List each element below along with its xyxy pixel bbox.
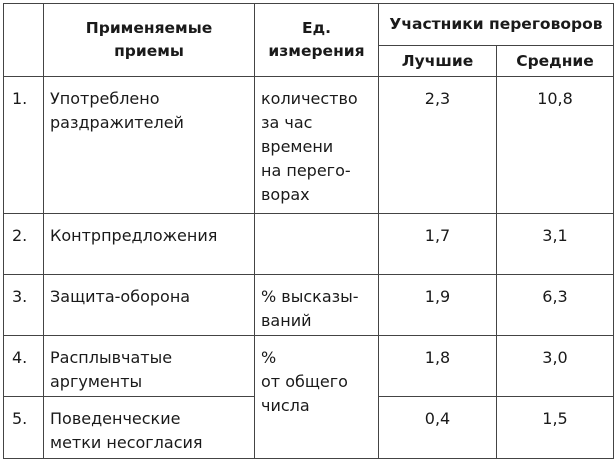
unit-line: количество: [261, 89, 358, 108]
row-number: 2.: [4, 214, 44, 275]
row-number: 3.: [4, 275, 44, 336]
row-number: 4.: [4, 336, 44, 397]
table-row: [4, 275, 614, 336]
header-row-top: [4, 4, 614, 46]
technique-line: Употреблено: [50, 89, 160, 108]
header-techniques-line: приемы: [114, 42, 184, 60]
unit-line: времени: [261, 137, 334, 156]
row-unit-merged: [255, 336, 379, 459]
row-technique: [44, 77, 255, 214]
table-row: [4, 336, 614, 397]
row-technique: [44, 336, 255, 397]
unit-line: ваний: [261, 311, 312, 330]
header-average: Средние: [497, 46, 614, 77]
row-average-value: 1,5: [497, 397, 614, 459]
row-technique: [44, 214, 255, 275]
technique-line: Защита-оборона: [50, 287, 191, 306]
table-row: [4, 214, 614, 275]
row-best-value: 0,4: [379, 397, 497, 459]
row-average-value: 10,8: [497, 77, 614, 214]
technique-line: Поведенческие: [50, 409, 181, 428]
row-average-value: 6,3: [497, 275, 614, 336]
row-unit: [255, 214, 379, 275]
header-techniques: [44, 4, 255, 77]
comparison-table: [3, 3, 614, 459]
technique-line: Расплывчатые: [50, 348, 173, 367]
header-participants: Участники переговоров: [379, 4, 614, 46]
header-units-line: Ед.: [302, 19, 331, 37]
technique-line: раздражителей: [50, 113, 184, 132]
technique-line: Контрпредложения: [50, 226, 218, 245]
row-best-value: 1,9: [379, 275, 497, 336]
row-best-value: 1,7: [379, 214, 497, 275]
table-row: [4, 77, 614, 214]
unit-line: % высказы-: [261, 287, 359, 306]
row-technique: [44, 275, 255, 336]
header-units: [255, 4, 379, 77]
header-best: Лучшие: [379, 46, 497, 77]
row-best-value: 1,8: [379, 336, 497, 397]
header-number-cell: [4, 4, 44, 77]
row-number: 1.: [4, 77, 44, 214]
row-average-value: 3,0: [497, 336, 614, 397]
row-unit: [255, 77, 379, 214]
row-best-value: 2,3: [379, 77, 497, 214]
row-average-value: 3,1: [497, 214, 614, 275]
unit-line: на перего-: [261, 161, 351, 180]
technique-line: аргументы: [50, 372, 143, 391]
unit-line: ворах: [261, 185, 310, 204]
technique-line: метки несогласия: [50, 433, 203, 452]
row-unit: [255, 275, 379, 336]
header-units-line: измерения: [268, 42, 365, 60]
row-number: 5.: [4, 397, 44, 459]
header-techniques-line: Применяемые: [85, 19, 213, 37]
unit-line: за час: [261, 113, 313, 132]
unit-line: числа: [261, 396, 310, 415]
unit-line: от общего: [261, 372, 348, 391]
row-technique: [44, 397, 255, 459]
unit-line: %: [261, 348, 277, 367]
